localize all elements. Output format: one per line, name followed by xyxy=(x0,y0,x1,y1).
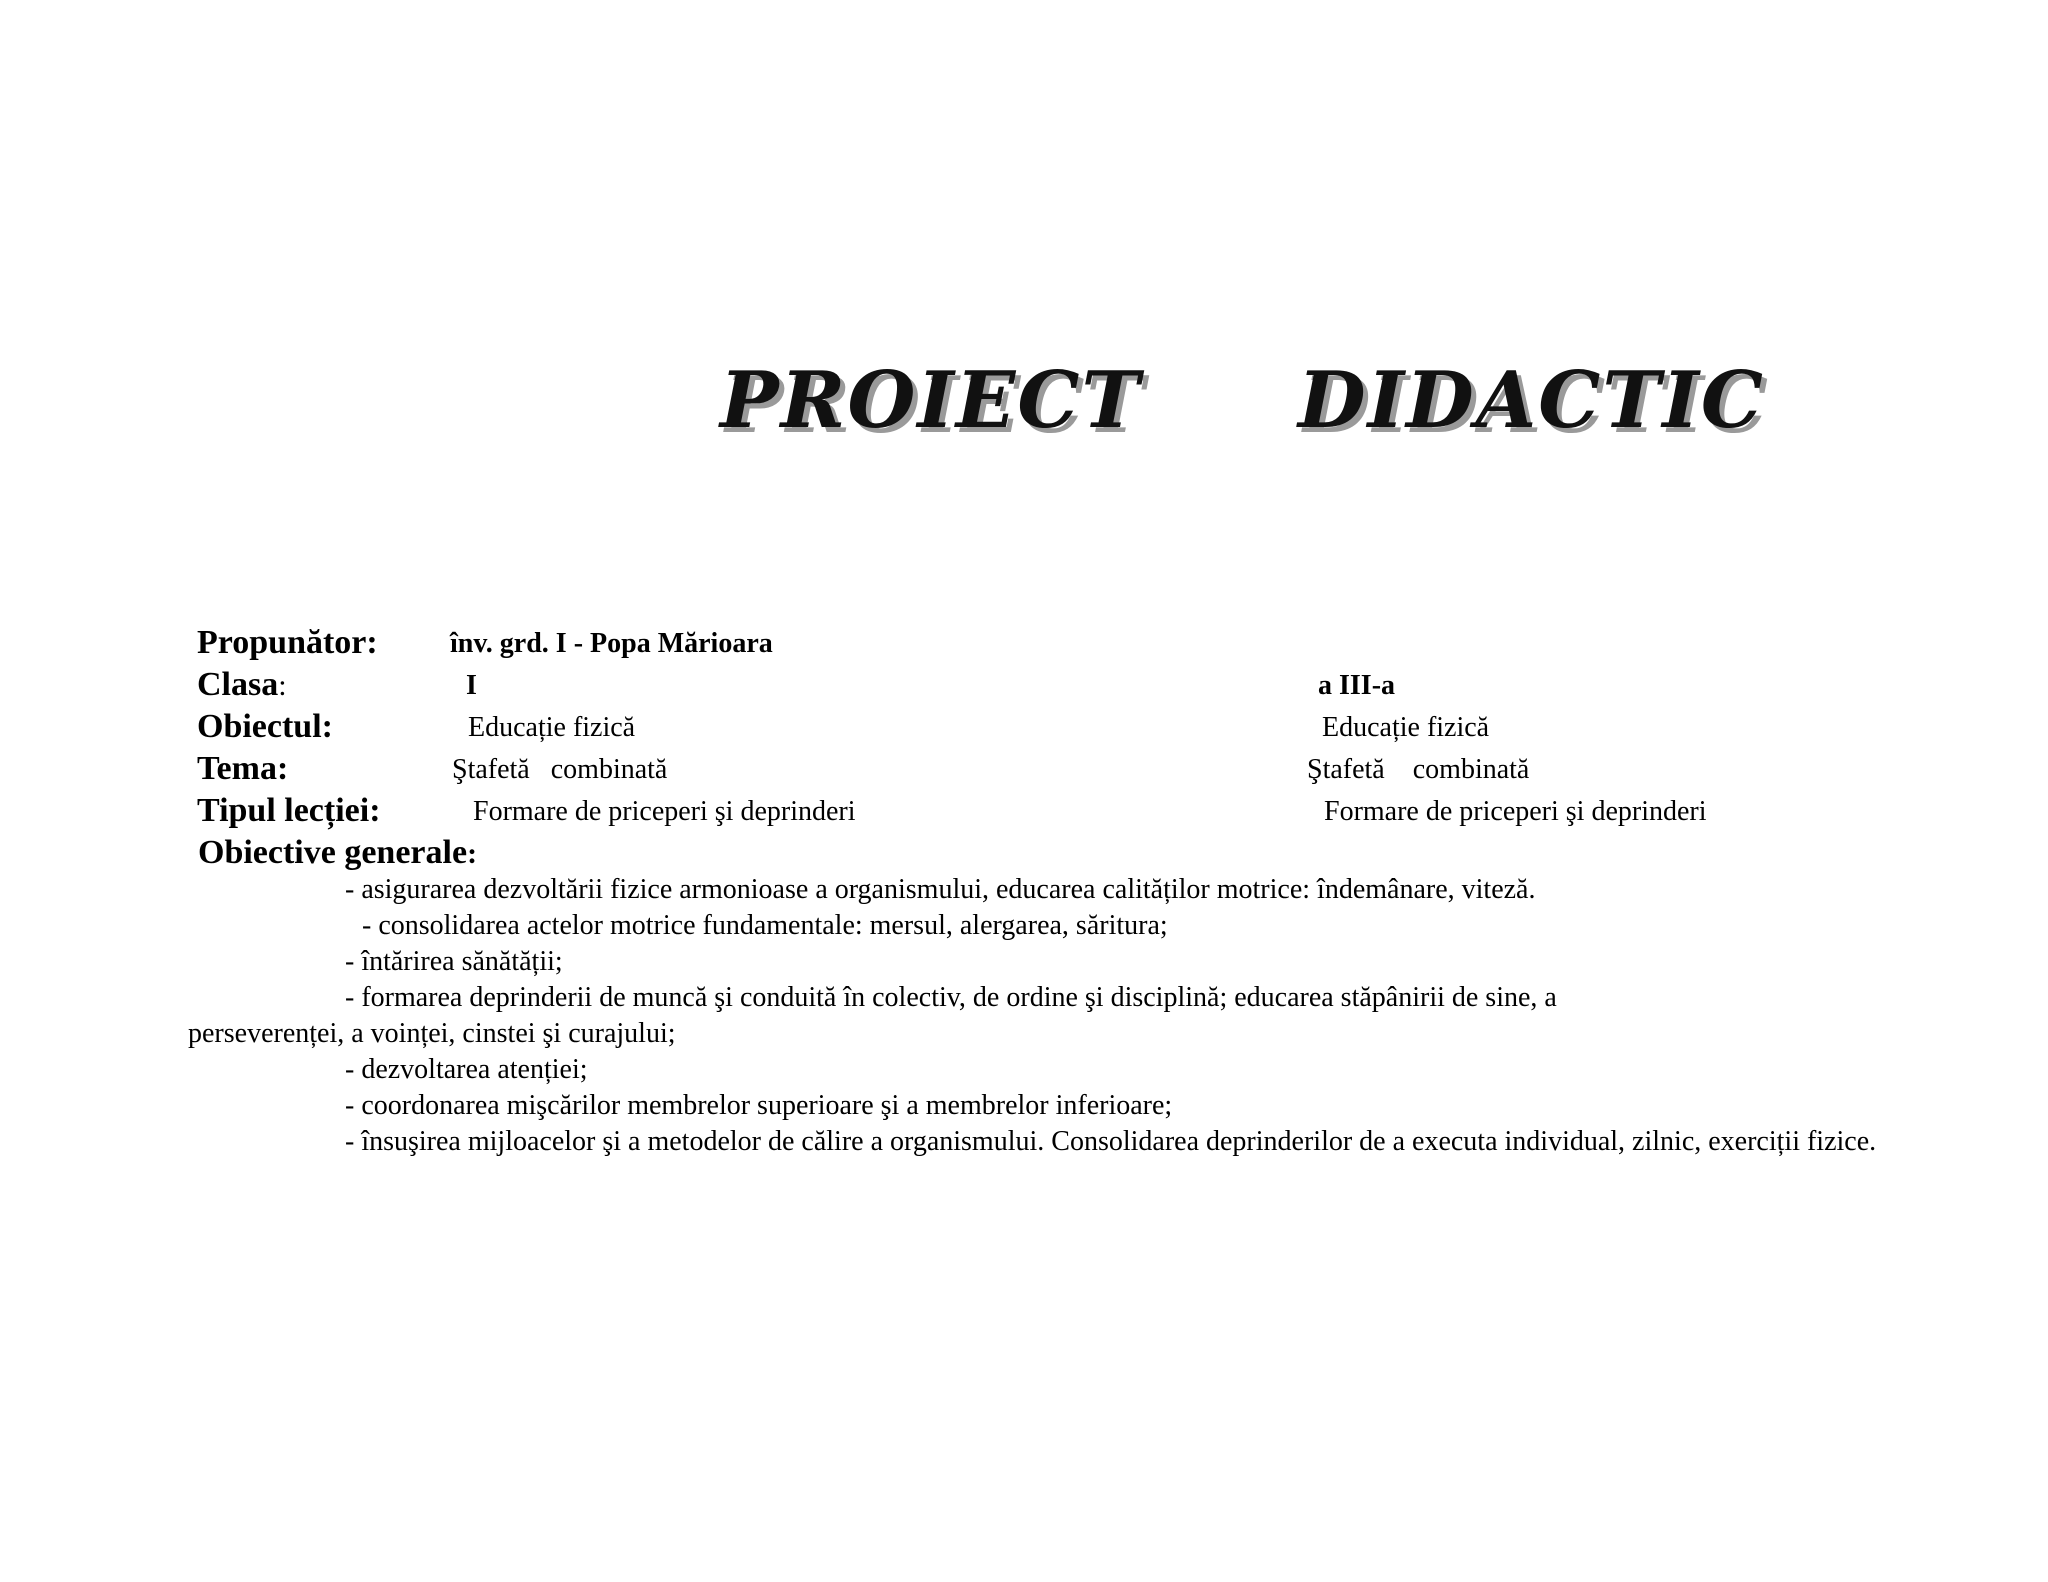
objective-item: - consolidarea actelor motrice fundamentale: mersul, alergarea, săritura; xyxy=(362,910,1168,941)
obiectul-label: Obiectul: xyxy=(197,708,333,745)
objective-item: - coordonarea mişcărilor membrelor superioare şi a membrelor inferioare; xyxy=(345,1090,1173,1121)
objective-item: - formarea deprinderii de muncă şi conduită în colectiv, de ordine şi disciplină; educarea stăpânirii de sine, a perseverenței, a voinței, cinstei şi curajului; xyxy=(188,982,1557,1049)
clasa-label-text: Clasa xyxy=(197,666,279,703)
tipul-lectiei-value-left: Formare de priceperi şi deprinderi xyxy=(473,796,856,827)
propunator-value: înv. grd. I - Popa Mărioara xyxy=(450,628,773,659)
clasa-label xyxy=(197,668,287,702)
tema-value-left: Ştafetă combinată xyxy=(452,754,668,785)
objective-item: - asigurarea dezvoltării fizice armonioase a organismului, educarea calităților motrice: îndemânare, viteză. xyxy=(345,874,1536,905)
clasa-value-left: I xyxy=(466,670,477,701)
tipul-lectiei-value-right: Formare de priceperi şi deprinderi xyxy=(1324,796,1707,827)
obiective-generale-label-text: Obiective generale xyxy=(198,834,468,871)
title-word-proiect: PROIECT xyxy=(720,355,1142,446)
clasa-value-right: a III-a xyxy=(1318,670,1396,701)
obiective-generale-label-colon: : xyxy=(467,837,478,870)
obiectul-value-right: Educație fizică xyxy=(1322,712,1490,743)
obiective-generale-label xyxy=(198,836,477,870)
objectives-list xyxy=(188,872,1888,1160)
tipul-lectiei-label: Tipul lecției: xyxy=(197,792,381,829)
objective-item: - întărirea sănătății; xyxy=(345,946,563,977)
tema-value-right: Ştafetă combinată xyxy=(1307,754,1530,785)
title-word-didactic: DIDACTIC xyxy=(1298,355,1765,446)
clasa-label-colon: : xyxy=(278,669,287,702)
objective-item: - însuşirea mijloacelor şi a metodelor de călire a organismului. Consolidarea deprinderilor de a executa individual, zilnic, exerciții fizice. xyxy=(345,1126,1877,1157)
objective-item: - dezvoltarea atenției; xyxy=(345,1054,588,1085)
propunator-label: Propunător: xyxy=(197,624,378,661)
tema-label: Tema: xyxy=(197,750,289,787)
obiectul-value-left: Educație fizică xyxy=(468,712,636,743)
